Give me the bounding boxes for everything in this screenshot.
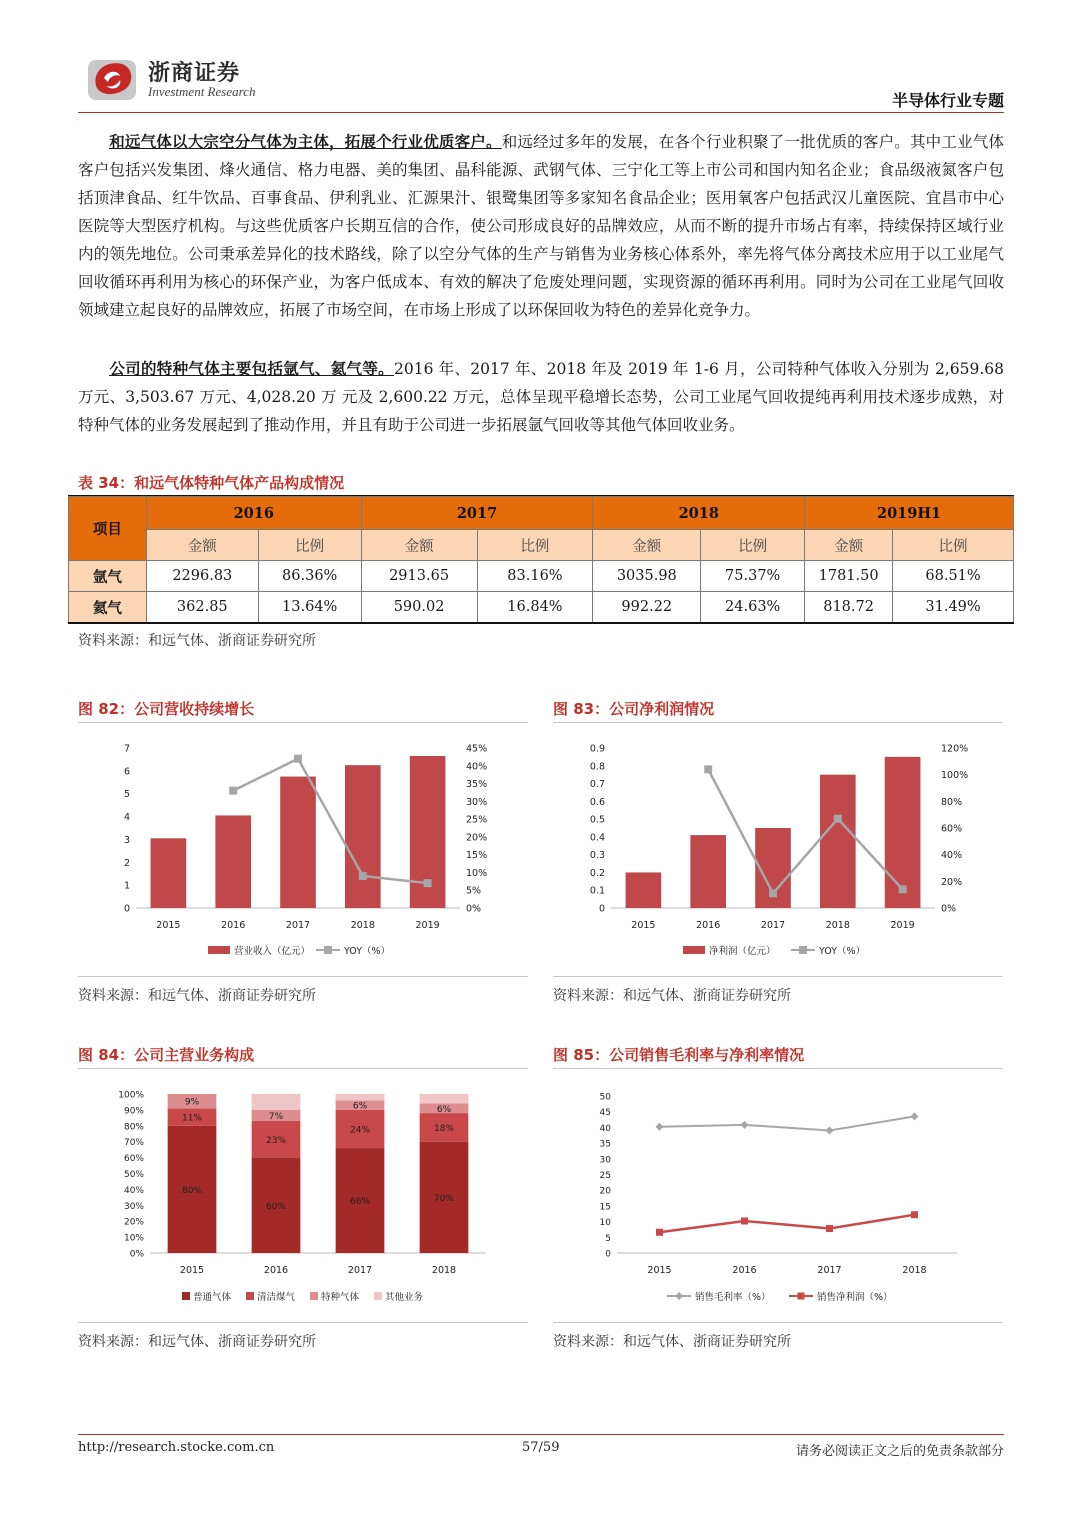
table-cell: 83.16% <box>477 561 593 592</box>
chart-source: 资料来源：和远气体、浙商证券研究所 <box>78 988 316 1004</box>
yoy-marker <box>769 889 777 897</box>
y2-tick-label: 35% <box>466 779 488 791</box>
y-tick-label: 45 <box>599 1108 611 1119</box>
y-tick-label: 0.3 <box>589 850 605 862</box>
footer-url[interactable]: http://research.stocke.com.cn <box>78 1440 275 1455</box>
data-label: 70% <box>433 1193 455 1204</box>
caption-divider <box>553 1068 1003 1069</box>
x-tick-label: 2016 <box>732 1265 757 1276</box>
table-subheader: 比例 <box>701 530 805 561</box>
stack-segment <box>420 1094 469 1104</box>
y-tick-label: 40 <box>599 1123 611 1134</box>
y-tick-label: 0.1 <box>589 885 605 897</box>
table-subheader: 金额 <box>146 530 258 561</box>
y2-tick-label: 40% <box>941 850 963 862</box>
y2-tick-label: 5% <box>466 885 482 897</box>
series-marker <box>656 1123 664 1131</box>
legend-swatch <box>246 1292 254 1300</box>
legend-swatch <box>799 946 807 954</box>
legend-label: 其他业务 <box>385 1292 424 1303</box>
y2-tick-label: 20% <box>941 876 963 888</box>
legend-swatch <box>310 1292 318 1300</box>
bar <box>151 838 187 908</box>
caption-divider <box>553 722 1003 723</box>
x-tick-label: 2017 <box>760 920 786 931</box>
x-tick-label: 2016 <box>263 1265 289 1276</box>
legend-label: YOY（%） <box>344 946 391 957</box>
footer-divider <box>78 1434 1004 1435</box>
y-tick-label: 0 <box>605 1249 611 1260</box>
table-cell: 68.51% <box>893 561 1014 592</box>
table-header-row <box>69 497 1014 530</box>
table-cell: 75.37% <box>701 561 805 592</box>
y-tick-label: 80% <box>123 1122 144 1133</box>
y-tick-label: 40% <box>123 1185 144 1196</box>
x-tick-label: 2018 <box>825 920 850 931</box>
series-marker <box>911 1112 919 1120</box>
table-subheader: 金额 <box>805 530 893 561</box>
paragraph-body: 和远经过多年的发展，在各个行业积聚了一批优质的客户。其中工业气体客户包括兴发集团、烽火通信、格力电器、美的集团、晶科能源、武钢气体、三宁化工等上市公司和国内知名企业；食品级液氮客户包括顶津食品、红牛饮品、百事食品、伊利乳业、汇源果汁、银鹭集团等多家知名食品企业；医用氧客户包括武汉儿童医院、宜昌市中心医院等大型医疗机构。与这些优质客户长期互信的合作，使公司形成良好的品牌效应，从而不断的提升市场占有率，持续保持区域行业内的领先地位。公司秉承差异化的技术路线，除了以空分气体的生产与销售为业务核心体系外，率先将气体分离技术应用于以工业尾气回收循环再利用为核心的环保产业，为客户低成本、有效的解决了危废处理问题，实现资源的循环再利用。同时为公司在工业尾气回收领域建立起良好的品牌效应，拓展了市场空间，在市场上形成了以环保回收为特色的差异化竞争力。 <box>78 133 1004 319</box>
table-cell: 1781.50 <box>805 561 893 592</box>
net-profit-chart <box>553 730 1003 968</box>
data-label: 66% <box>349 1197 371 1208</box>
table-cell: 362.85 <box>146 592 258 623</box>
yoy-marker <box>229 787 237 795</box>
logo-subtitle: Investment Research <box>148 84 256 99</box>
y2-tick-label: 120% <box>941 743 969 755</box>
chart-caption: 图 84：公司主营业务构成 <box>78 1046 255 1064</box>
y-tick-label: 15 <box>599 1202 611 1213</box>
legend-swatch <box>374 1292 382 1300</box>
data-label: 6% <box>352 1101 368 1112</box>
table-cell: 2913.65 <box>361 561 477 592</box>
data-label: 24% <box>349 1125 371 1136</box>
y-tick-label: 5 <box>605 1233 611 1244</box>
y2-tick-label: 100% <box>941 770 969 782</box>
y-tick-label: 7 <box>123 743 130 755</box>
table-bottom-rule <box>68 622 1014 624</box>
data-label: 23% <box>265 1135 287 1146</box>
y-tick-label: 50% <box>123 1170 144 1180</box>
caption-divider <box>78 976 528 977</box>
y-tick-label: 25 <box>599 1171 611 1181</box>
bar <box>280 777 316 908</box>
x-tick-label: 2016 <box>696 920 721 931</box>
x-tick-label: 2015 <box>179 1265 205 1276</box>
legend-label: 销售净利润（%） <box>817 1292 893 1303</box>
y-tick-label: 5 <box>123 789 130 801</box>
table-source: 资料来源：和远气体、浙商证券研究所 <box>78 633 316 649</box>
special-gas-table <box>68 496 1014 623</box>
legend-label: YOY（%） <box>819 946 866 957</box>
table-cell: 992.22 <box>593 592 701 623</box>
y-tick-label: 10% <box>123 1233 144 1244</box>
paragraph-lead: 和远气体以大宗空分气体为主体，拓展个行业优质客户。 <box>109 133 502 151</box>
series-marker <box>741 1217 748 1224</box>
table-cell: 3035.98 <box>593 561 701 592</box>
yoy-marker <box>704 765 712 773</box>
x-tick-label: 2017 <box>817 1265 842 1276</box>
caption-divider <box>553 1322 1003 1323</box>
page-header <box>78 52 1004 116</box>
x-tick-label: 2016 <box>221 920 246 931</box>
y-tick-label: 0 <box>598 903 605 915</box>
bar <box>690 835 726 908</box>
y-tick-label: 0.4 <box>589 832 605 844</box>
y-tick-label: 50 <box>599 1092 611 1103</box>
y-tick-label: 3 <box>123 834 130 846</box>
y-tick-label: 6 <box>123 766 130 778</box>
y-tick-label: 0.6 <box>589 796 605 808</box>
legend-swatch <box>208 946 230 954</box>
y-tick-label: 100% <box>118 1090 144 1101</box>
table-corner: 项目 <box>69 497 147 561</box>
paragraph-lead: 公司的特种气体主要包括氩气、氦气等。 <box>109 360 394 378</box>
data-label: 6% <box>436 1104 452 1115</box>
y2-tick-label: 60% <box>941 823 963 835</box>
table-subheader: 比例 <box>477 530 593 561</box>
table-cell: 2296.83 <box>146 561 258 592</box>
legend-label: 普通气体 <box>193 1292 232 1303</box>
yoy-marker <box>899 885 907 893</box>
legend-label: 销售毛利率（%） <box>695 1292 771 1303</box>
data-label: 7% <box>268 1111 284 1122</box>
y-tick-label: 0.2 <box>589 867 605 879</box>
data-label: 9% <box>184 1097 200 1108</box>
y-tick-label: 10 <box>599 1218 611 1229</box>
yoy-marker <box>424 879 432 887</box>
series-marker <box>911 1211 918 1218</box>
stack-segment <box>336 1094 385 1100</box>
y-tick-label: 35 <box>599 1139 611 1150</box>
y-tick-label: 0 <box>123 903 130 915</box>
table-cell: 86.36% <box>258 561 361 592</box>
chart-source: 资料来源：和远气体、浙商证券研究所 <box>78 1334 316 1350</box>
legend-label: 清洁煤气 <box>257 1292 296 1303</box>
bar <box>215 815 251 908</box>
y-tick-label: 70% <box>123 1138 144 1149</box>
legend-swatch <box>324 946 332 954</box>
paragraph-customers <box>78 128 1004 324</box>
stack-segment <box>252 1094 301 1110</box>
business-mix-chart <box>78 1076 528 1314</box>
table-year: 2019H1 <box>805 497 1014 530</box>
yoy-line <box>233 759 427 883</box>
margin-chart <box>553 1076 1003 1314</box>
chart-caption: 图 85：公司销售毛利率与净利率情况 <box>553 1046 805 1064</box>
header-divider <box>78 112 1004 113</box>
series-marker <box>656 1229 663 1236</box>
caption-divider <box>78 1068 528 1069</box>
y-tick-label: 30 <box>599 1155 611 1166</box>
legend-label: 净利润（亿元） <box>709 946 776 957</box>
legend-swatch <box>182 1292 190 1300</box>
data-label: 18% <box>433 1123 455 1134</box>
y-tick-label: 1 <box>123 880 130 892</box>
page-number: 57/59 <box>522 1440 560 1455</box>
y2-tick-label: 45% <box>466 743 488 755</box>
caption-divider <box>553 976 1003 977</box>
data-label: 60% <box>265 1201 287 1212</box>
y-tick-label: 0% <box>129 1249 144 1260</box>
logo-icon <box>86 56 138 102</box>
y-tick-label: 0.7 <box>589 779 605 791</box>
series-marker <box>826 1127 834 1135</box>
table-cell: 818.72 <box>805 592 893 623</box>
x-tick-label: 2017 <box>347 1265 373 1276</box>
table-cell: 13.64% <box>258 592 361 623</box>
series-marker <box>741 1121 749 1129</box>
series-line <box>660 1116 915 1130</box>
x-tick-label: 2018 <box>902 1265 927 1276</box>
y2-tick-label: 30% <box>466 796 488 808</box>
y-tick-label: 30% <box>123 1201 144 1212</box>
y2-tick-label: 0% <box>466 903 482 915</box>
bar <box>885 757 921 908</box>
table-subheader: 比例 <box>258 530 361 561</box>
y2-tick-label: 80% <box>941 796 963 808</box>
chart-source: 资料来源：和远气体、浙商证券研究所 <box>553 1334 791 1350</box>
bar <box>820 775 856 908</box>
table-subheader: 金额 <box>593 530 701 561</box>
series-marker <box>826 1225 833 1232</box>
x-tick-label: 2019 <box>890 920 915 931</box>
y2-tick-label: 15% <box>466 850 488 862</box>
yoy-marker <box>359 872 367 880</box>
data-label: 80% <box>181 1185 203 1196</box>
disclaimer-note: 请务必阅读正文之后的免责条款部分 <box>795 1444 1004 1459</box>
table-year: 2016 <box>146 497 361 530</box>
legend-swatch <box>683 946 705 954</box>
x-tick-label: 2018 <box>431 1265 457 1276</box>
x-tick-label: 2015 <box>156 920 181 931</box>
table-row-name: 氦气 <box>69 592 147 623</box>
caption-divider <box>78 722 528 723</box>
bar <box>626 872 662 908</box>
y2-tick-label: 20% <box>466 832 488 844</box>
table-row-name: 氩气 <box>69 561 147 592</box>
yoy-line <box>708 769 902 893</box>
x-tick-label: 2015 <box>647 1265 672 1276</box>
y-tick-label: 0.9 <box>589 743 605 755</box>
bar <box>345 765 381 908</box>
y-tick-label: 0.8 <box>589 761 605 773</box>
table-row <box>69 592 1014 623</box>
table-caption: 表 34：和远气体特种气体产品构成情况 <box>78 474 345 492</box>
table-subheader: 金额 <box>361 530 477 561</box>
chart-source: 资料来源：和远气体、浙商证券研究所 <box>553 988 791 1004</box>
y2-tick-label: 10% <box>466 867 488 879</box>
legend-label: 营业收入（亿元） <box>234 946 311 957</box>
legend-label: 特种气体 <box>321 1292 360 1303</box>
y-tick-label: 20% <box>123 1217 144 1228</box>
table-cell: 590.02 <box>361 592 477 623</box>
header-tag: 半导体行业专题 <box>891 91 1004 110</box>
yoy-marker <box>294 755 302 763</box>
chart-caption: 图 83：公司净利润情况 <box>553 700 715 718</box>
y-tick-label: 4 <box>123 812 130 824</box>
y-tick-label: 2 <box>123 857 130 869</box>
legend-swatch <box>798 1293 805 1300</box>
y2-tick-label: 40% <box>466 761 488 773</box>
y2-tick-label: 25% <box>466 814 488 826</box>
table-year: 2018 <box>593 497 805 530</box>
table-subheader: 比例 <box>893 530 1014 561</box>
table-cell: 24.63% <box>701 592 805 623</box>
revenue-chart <box>78 730 528 968</box>
table-year: 2017 <box>361 497 593 530</box>
table-subheader-row <box>69 530 1014 561</box>
y-tick-label: 0.5 <box>589 814 605 826</box>
y2-tick-label: 0% <box>941 903 957 915</box>
y-tick-label: 20 <box>599 1186 611 1197</box>
legend-swatch <box>675 1292 683 1300</box>
paragraph-body: 2016 年、2017 年、2018 年及 2019 年 1-6 月，公司特种气体收入分别为 2,659.68 万元、3,503.67 万元、4,028.20 万 元及 2,600.22 万元，总体呈现平稳增长态势，公司工业尾气回收提纯再利用技术逐步成熟，对特种气体的业务发展起到了推动作用，并且有助于公司进一步拓展氩气回收等其他气体回收业务。 <box>78 360 1004 434</box>
yoy-marker <box>834 815 842 823</box>
chart-caption: 图 82：公司营收持续增长 <box>78 700 255 718</box>
caption-divider <box>78 1322 528 1323</box>
logo-name: 浙商证券 <box>148 60 241 86</box>
y-tick-label: 60% <box>123 1154 144 1165</box>
table-cell: 31.49% <box>893 592 1014 623</box>
x-tick-label: 2019 <box>415 920 440 931</box>
x-tick-label: 2017 <box>285 920 311 931</box>
table-cell: 16.84% <box>477 592 593 623</box>
series-line <box>660 1215 915 1233</box>
table-row <box>69 561 1014 592</box>
data-label: 11% <box>181 1113 203 1124</box>
x-tick-label: 2015 <box>631 920 656 931</box>
paragraph-special-gas <box>78 355 1004 439</box>
y-tick-label: 90% <box>123 1106 144 1117</box>
x-tick-label: 2018 <box>350 920 375 931</box>
